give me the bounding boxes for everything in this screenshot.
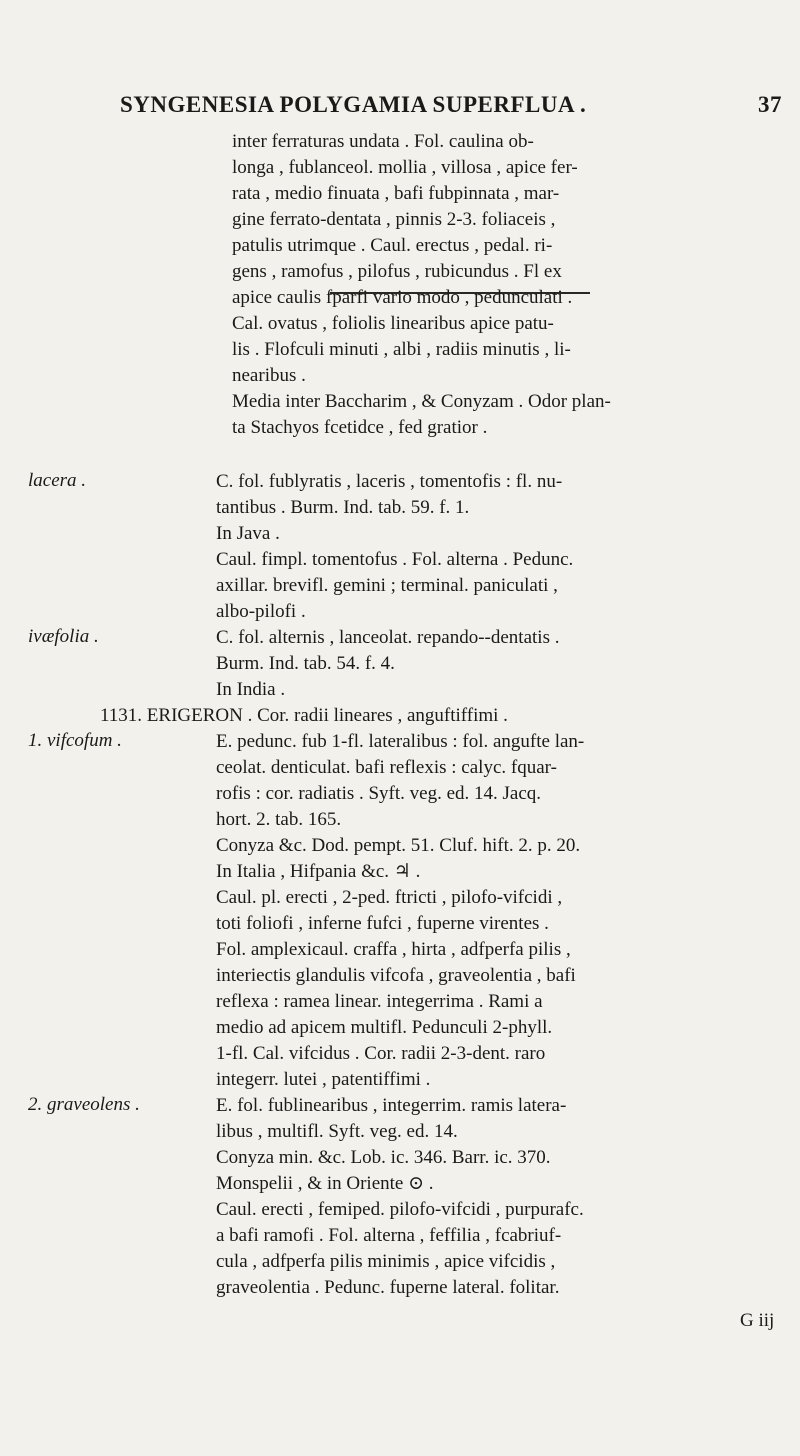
text-line: Media inter Baccharim , & Conyzam . Odor plan- [232,391,611,412]
species-margin-label: 1. vifcofum . [28,730,122,751]
text-line: gine ferrato-dentata , pinnis 2-3. foliaceis , [232,209,556,230]
text-line: 1-fl. Cal. vifcidus . Cor. radii 2-3-dent. raro [216,1043,546,1064]
text-line: albo-pilofi . [216,601,306,622]
text-line: Caul. fimpl. tomentofus . Fol. alterna . Pedunc. [216,549,574,570]
text-line: medio ad apicem multifl. Pedunculi 2-phyll. [216,1017,553,1038]
text-line: nearibus . [232,365,306,386]
text-line: integerr. lutei , patentiffimi . [216,1069,431,1090]
text-line: cula , adfperfa pilis minimis , apice vifcidis , [216,1251,556,1272]
page-number: 37 [758,92,782,117]
species-margin-label: lacera . [28,470,87,491]
text-line: rofis : cor. radiatis . Syft. veg. ed. 14. Jacq. [216,783,542,804]
text-line: Conyza min. &c. Lob. ic. 346. Barr. ic. 370. [216,1147,551,1168]
text-line: axillar. brevifl. gemini ; terminal. paniculati , [216,575,558,596]
text-line: a bafi ramofi . Fol. alterna , feffilia , fcabriuf- [216,1225,562,1246]
text-line: Monspelii , & in Oriente ⊙ . [216,1173,434,1194]
text-line: 1131. ERIGERON . Cor. radii lineares , anguftiffimi . [100,705,508,726]
text-line: C. fol. alternis , lanceolat. repando--dentatis . [216,627,560,648]
text-line: C. fol. fublyratis , laceris , tomentofis : fl. nu- [216,471,563,492]
text-line: In Java . [216,523,280,544]
text-line: ceolat. denticulat. bafi reflexis : calyc. fquar- [216,757,557,778]
text-line: tantibus . Burm. Ind. tab. 59. f. 1. [216,497,470,518]
text-line: Burm. Ind. tab. 54. f. 4. [216,653,395,674]
signature-mark: G iij [740,1310,775,1331]
text-line: longa , fublanceol. mollia , villosa , apice fer- [232,157,578,178]
text-line: libus , multifl. Syft. veg. ed. 14. [216,1121,458,1142]
text-line: Cal. ovatus , foliolis linearibus apice patu- [232,313,554,334]
text-line: E. pedunc. fub 1-fl. lateralibus : fol. angufte lan- [216,731,585,752]
header-title: SYNGENESIA POLYGAMIA SUPERFLUA . [120,92,587,117]
text-line: Conyza &c. Dod. pempt. 51. Cluf. hift. 2. p. 20. [216,835,581,856]
text-line: Fol. amplexicaul. craffa , hirta , adfperfa pilis , [216,939,571,960]
species-margin-label: 2. graveolens . [28,1094,140,1115]
species-margin-label: ivæfolia . [28,626,99,647]
text-line: Caul. erecti , femiped. pilofo-vifcidi , purpurafc. [216,1199,584,1220]
text-line: apice caulis fparfi vario modo , pedunculati . [232,287,573,308]
text-line: In India . [216,679,286,700]
text-line: inter ferraturas undata . Fol. caulina ob- [232,131,534,152]
running-header [120,92,782,118]
text-line: gens , ramofus , pilofus , rubicundus . Fl ex [232,261,562,282]
text-line: reflexa : ramea linear. integerrima . Rami a [216,991,543,1012]
text-line: toti foliofi , inferne fufci , fuperne virentes . [216,913,549,934]
text-line: rata , medio finuata , bafi fubpinnata , mar- [232,183,560,204]
text-line: ta Stachyos fcetidce , fed gratior . [232,417,488,438]
text-line: E. fol. fublinearibus , integerrim. ramis latera- [216,1095,567,1116]
text-line: patulis utrimque . Caul. erectus , pedal. ri- [232,235,553,256]
text-line: interiectis glandulis vifcofa , graveolentia , bafi [216,965,576,986]
text-line: In Italia , Hifpania &c. ♃ . [216,861,421,882]
text-line: hort. 2. tab. 165. [216,809,342,830]
text-line: graveolentia . Pedunc. fuperne lateral. folitar. [216,1277,560,1298]
text-line: Caul. pl. erecti , 2-ped. ftricti , pilofo-vifcidi , [216,887,563,908]
text-line: lis . Flofculi minuti , albi , radiis minutis , li- [232,339,571,360]
